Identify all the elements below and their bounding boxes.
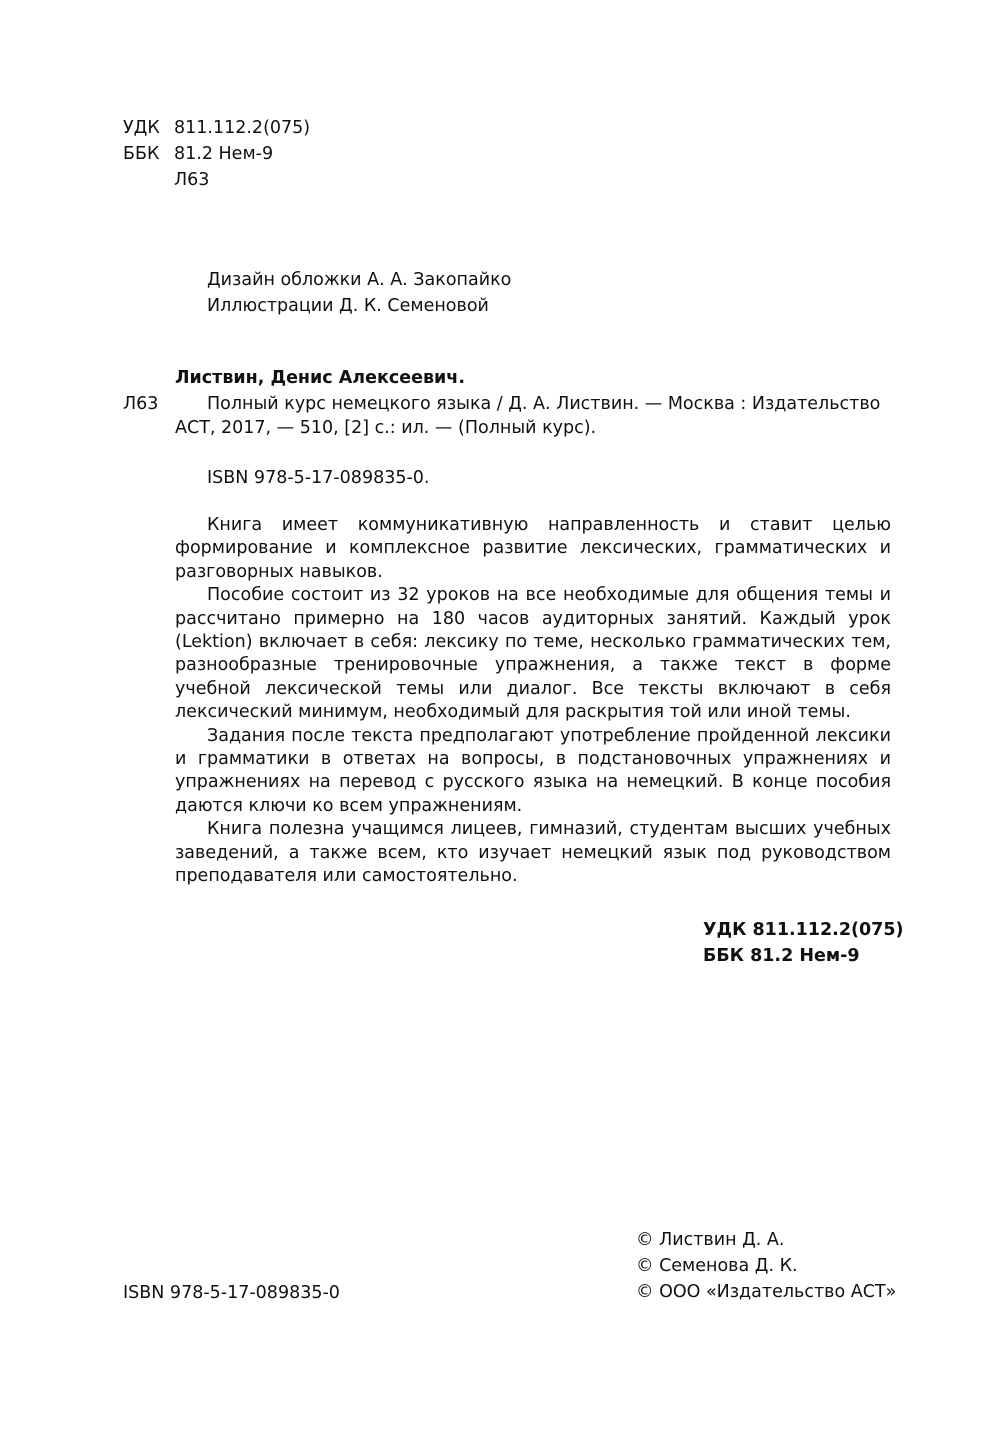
udk-label: УДК: [123, 118, 160, 138]
annotation-paragraph: Пособие состоит из 32 уроков на все необходимые для общения темы и рассчитано примерно на 180 часов аудиторных занятий. Каждый урок (Lektion) включает в себя: лексику по теме, несколько грамматических тем, разнообразные тренировочные упражнения, а также текст в форме учебной лексической темы или диалог. Все тексты включают в себя лексический минимум, необходимый для раскрытия той или иной темы.: [175, 585, 891, 723]
udk-code-right: УДК 811.112.2(075): [703, 920, 904, 940]
illustrations-credit: Иллюстрации Д. К. Семеновой: [207, 296, 489, 316]
record-author: Листвин, Денис Алексеевич.: [175, 368, 465, 388]
annotation-paragraph: Книга имеет коммуникативную направленность и ставит целью формирование и комплексное развитие лексических, грамматических и разговорных навыков.: [175, 515, 891, 582]
record-imprint-line: АСТ, 2017, — 510, [2] с.: ил. — (Полный курс).: [175, 418, 597, 438]
bbk-value: 81.2 Нем-9: [174, 144, 274, 164]
copyright-line: © Семенова Д. К.: [636, 1256, 798, 1276]
annotation: [175, 514, 891, 889]
copyright-block: [636, 1227, 896, 1305]
classification-codes: [123, 115, 310, 193]
classification-codes-right: [703, 917, 904, 969]
annotation-paragraph: Книга полезна учащимся лицеев, гимназий, студентам высших учебных заведений, а также всем, кто изучает немецкий язык под руководством преподавателя или самостоятельно.: [175, 819, 891, 887]
bbk-code-right: ББК 81.2 Нем-9: [703, 946, 860, 966]
record-title-line: Полный курс немецкого языка / Д. А. Листвин. — Москва : Издательство: [207, 394, 881, 414]
copyright-line: © Листвин Д. А.: [636, 1230, 785, 1250]
bbk-label: ББК: [123, 144, 160, 164]
record-isbn: ISBN 978-5-17-089835-0.: [207, 468, 430, 488]
isbn-bottom: ISBN 978-5-17-089835-0: [123, 1283, 340, 1303]
author-mark: Л63: [174, 170, 210, 190]
author-mark-line: [123, 167, 310, 193]
udk-line: [123, 115, 310, 141]
bbk-line: [123, 141, 310, 167]
cover-design-credit: Дизайн обложки А. А. Закопайко: [207, 270, 512, 290]
copyright-line: © ООО «Издательство АСТ»: [636, 1282, 897, 1302]
record-author-mark: Л63: [123, 394, 159, 414]
udk-value: 811.112.2(075): [174, 118, 311, 138]
credits: [207, 267, 511, 319]
annotation-paragraph: Задания после текста предполагают употребление пройденной лексики и грамматики в ответах на вопросы, в подстановочных упражнениях и упражнениях на перевод с русского языка на немецкий. В конце пособия даются ключи ко всем упражнениям.: [175, 725, 891, 816]
